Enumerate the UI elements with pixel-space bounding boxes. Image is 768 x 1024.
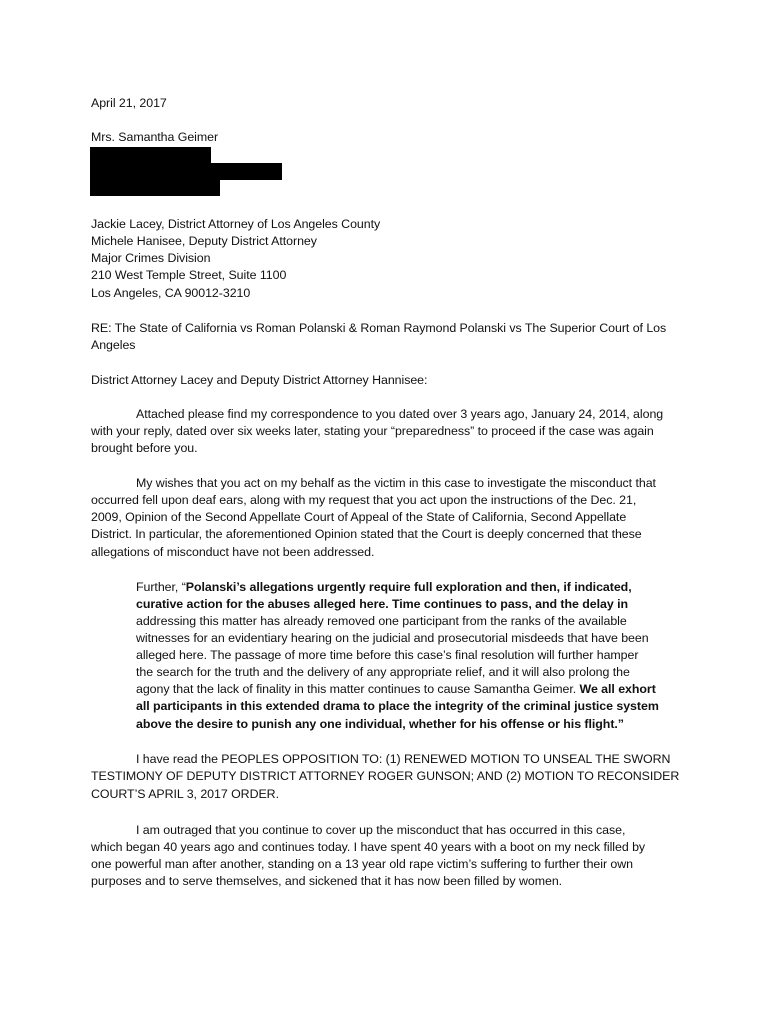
- paragraph-line: TESTIMONY OF DEPUTY DISTRICT ATTORNEY ROGER GUNSON; AND (2) MOTION TO RECONSIDER: [91, 769, 680, 783]
- quote-line: [136, 579, 632, 595]
- re-line: RE: The State of California vs Roman Polanski & Roman Raymond Polanski vs The Superior Court of Los: [91, 321, 667, 335]
- recipient-line: Jackie Lacey, District Attorney of Los Angeles County: [91, 217, 381, 231]
- salutation: District Attorney Lacey and Deputy District Attorney Hannisee:: [91, 373, 428, 387]
- re-line: Angeles: [91, 338, 136, 352]
- paragraph-line: Attached please find my correspondence to you dated over 3 years ago, January 24, 2014, along: [136, 407, 664, 421]
- quote-bold-text: We all exhort: [579, 682, 656, 696]
- letter-date: April 21, 2017: [91, 96, 167, 110]
- paragraph-line: My wishes that you act on my behalf as the victim in this case to investigate the misconduct that: [136, 476, 656, 490]
- paragraph-line: 2009, Opinion of the Second Appellate Court of Appeal of the State of California, Second Appellate: [91, 510, 627, 524]
- quote-line: all participants in this extended drama to place the integrity of the criminal justice system: [136, 699, 659, 713]
- recipient-line: Michele Hanisee, Deputy District Attorney: [91, 234, 317, 248]
- paragraph-line: allegations of misconduct have not been addressed.: [91, 545, 375, 559]
- quote-line: addressing this matter has already removed one participant from the ranks of the available: [136, 614, 627, 628]
- recipient-line: 210 West Temple Street, Suite 1100: [91, 268, 287, 282]
- quote-line: alleged here. The passage of more time before this case’s final resolution will further hamper: [136, 648, 639, 662]
- recipient-line: Major Crimes Division: [91, 251, 211, 265]
- quote-line: witnesses for an evidentiary hearing on the judicial and prosecutorial misdeeds that have been: [136, 631, 649, 645]
- redacted-address-line-3: [90, 180, 220, 196]
- quote-lead: Further, “: [136, 580, 186, 594]
- paragraph-line: I have read the PEOPLES OPPOSITION TO: (1) RENEWED MOTION TO UNSEAL THE SWORN: [136, 752, 671, 766]
- paragraph-line: purposes and to serve themselves, and sickened that it has now been filled by women.: [91, 874, 563, 888]
- redacted-address-line-1: [90, 147, 211, 163]
- sender-name: Mrs. Samantha Geimer: [91, 130, 219, 144]
- paragraph-line: I am outraged that you continue to cover up the misconduct that has occurred in this case,: [136, 823, 626, 837]
- quote-bold-text: Polanski’s allegations urgently require full exploration and then, if indicated,: [185, 580, 632, 594]
- redacted-address-line-2: [90, 163, 282, 180]
- paragraph-line: brought before you.: [91, 441, 198, 455]
- quote-normal-text: agony that the lack of finality in this matter continues to cause Samantha Geimer.: [136, 682, 580, 696]
- quote-line: above the desire to punish any one individual, whether for his offense or his flight.”: [136, 717, 624, 731]
- paragraph-line: District. In particular, the aforementioned Opinion stated that the Court is deeply concerned that these: [91, 527, 642, 541]
- paragraph-line: which began 40 years ago and continues today. I have spent 40 years with a boot on my neck filled by: [91, 840, 646, 854]
- paragraph-line: COURT’S APRIL 3, 2017 ORDER.: [91, 787, 279, 801]
- recipient-line: Los Angeles, CA 90012-3210: [91, 286, 251, 300]
- paragraph-line: occurred fell upon deaf ears, along with my request that you act upon the instructions of the Dec. 21,: [91, 493, 637, 507]
- quote-line: [136, 681, 656, 697]
- quote-line: curative action for the abuses alleged here. Time continues to pass, and the delay in: [136, 597, 628, 611]
- paragraph-line: with your reply, dated over six weeks later, stating your “preparedness” to proceed if the case was again: [91, 424, 654, 438]
- paragraph-line: one powerful man after another, standing on a 13 year old rape victim’s suffering to further their own: [91, 857, 634, 871]
- quote-line: the search for the truth and the delivery of any appropriate relief, and it will also prolong the: [136, 665, 630, 679]
